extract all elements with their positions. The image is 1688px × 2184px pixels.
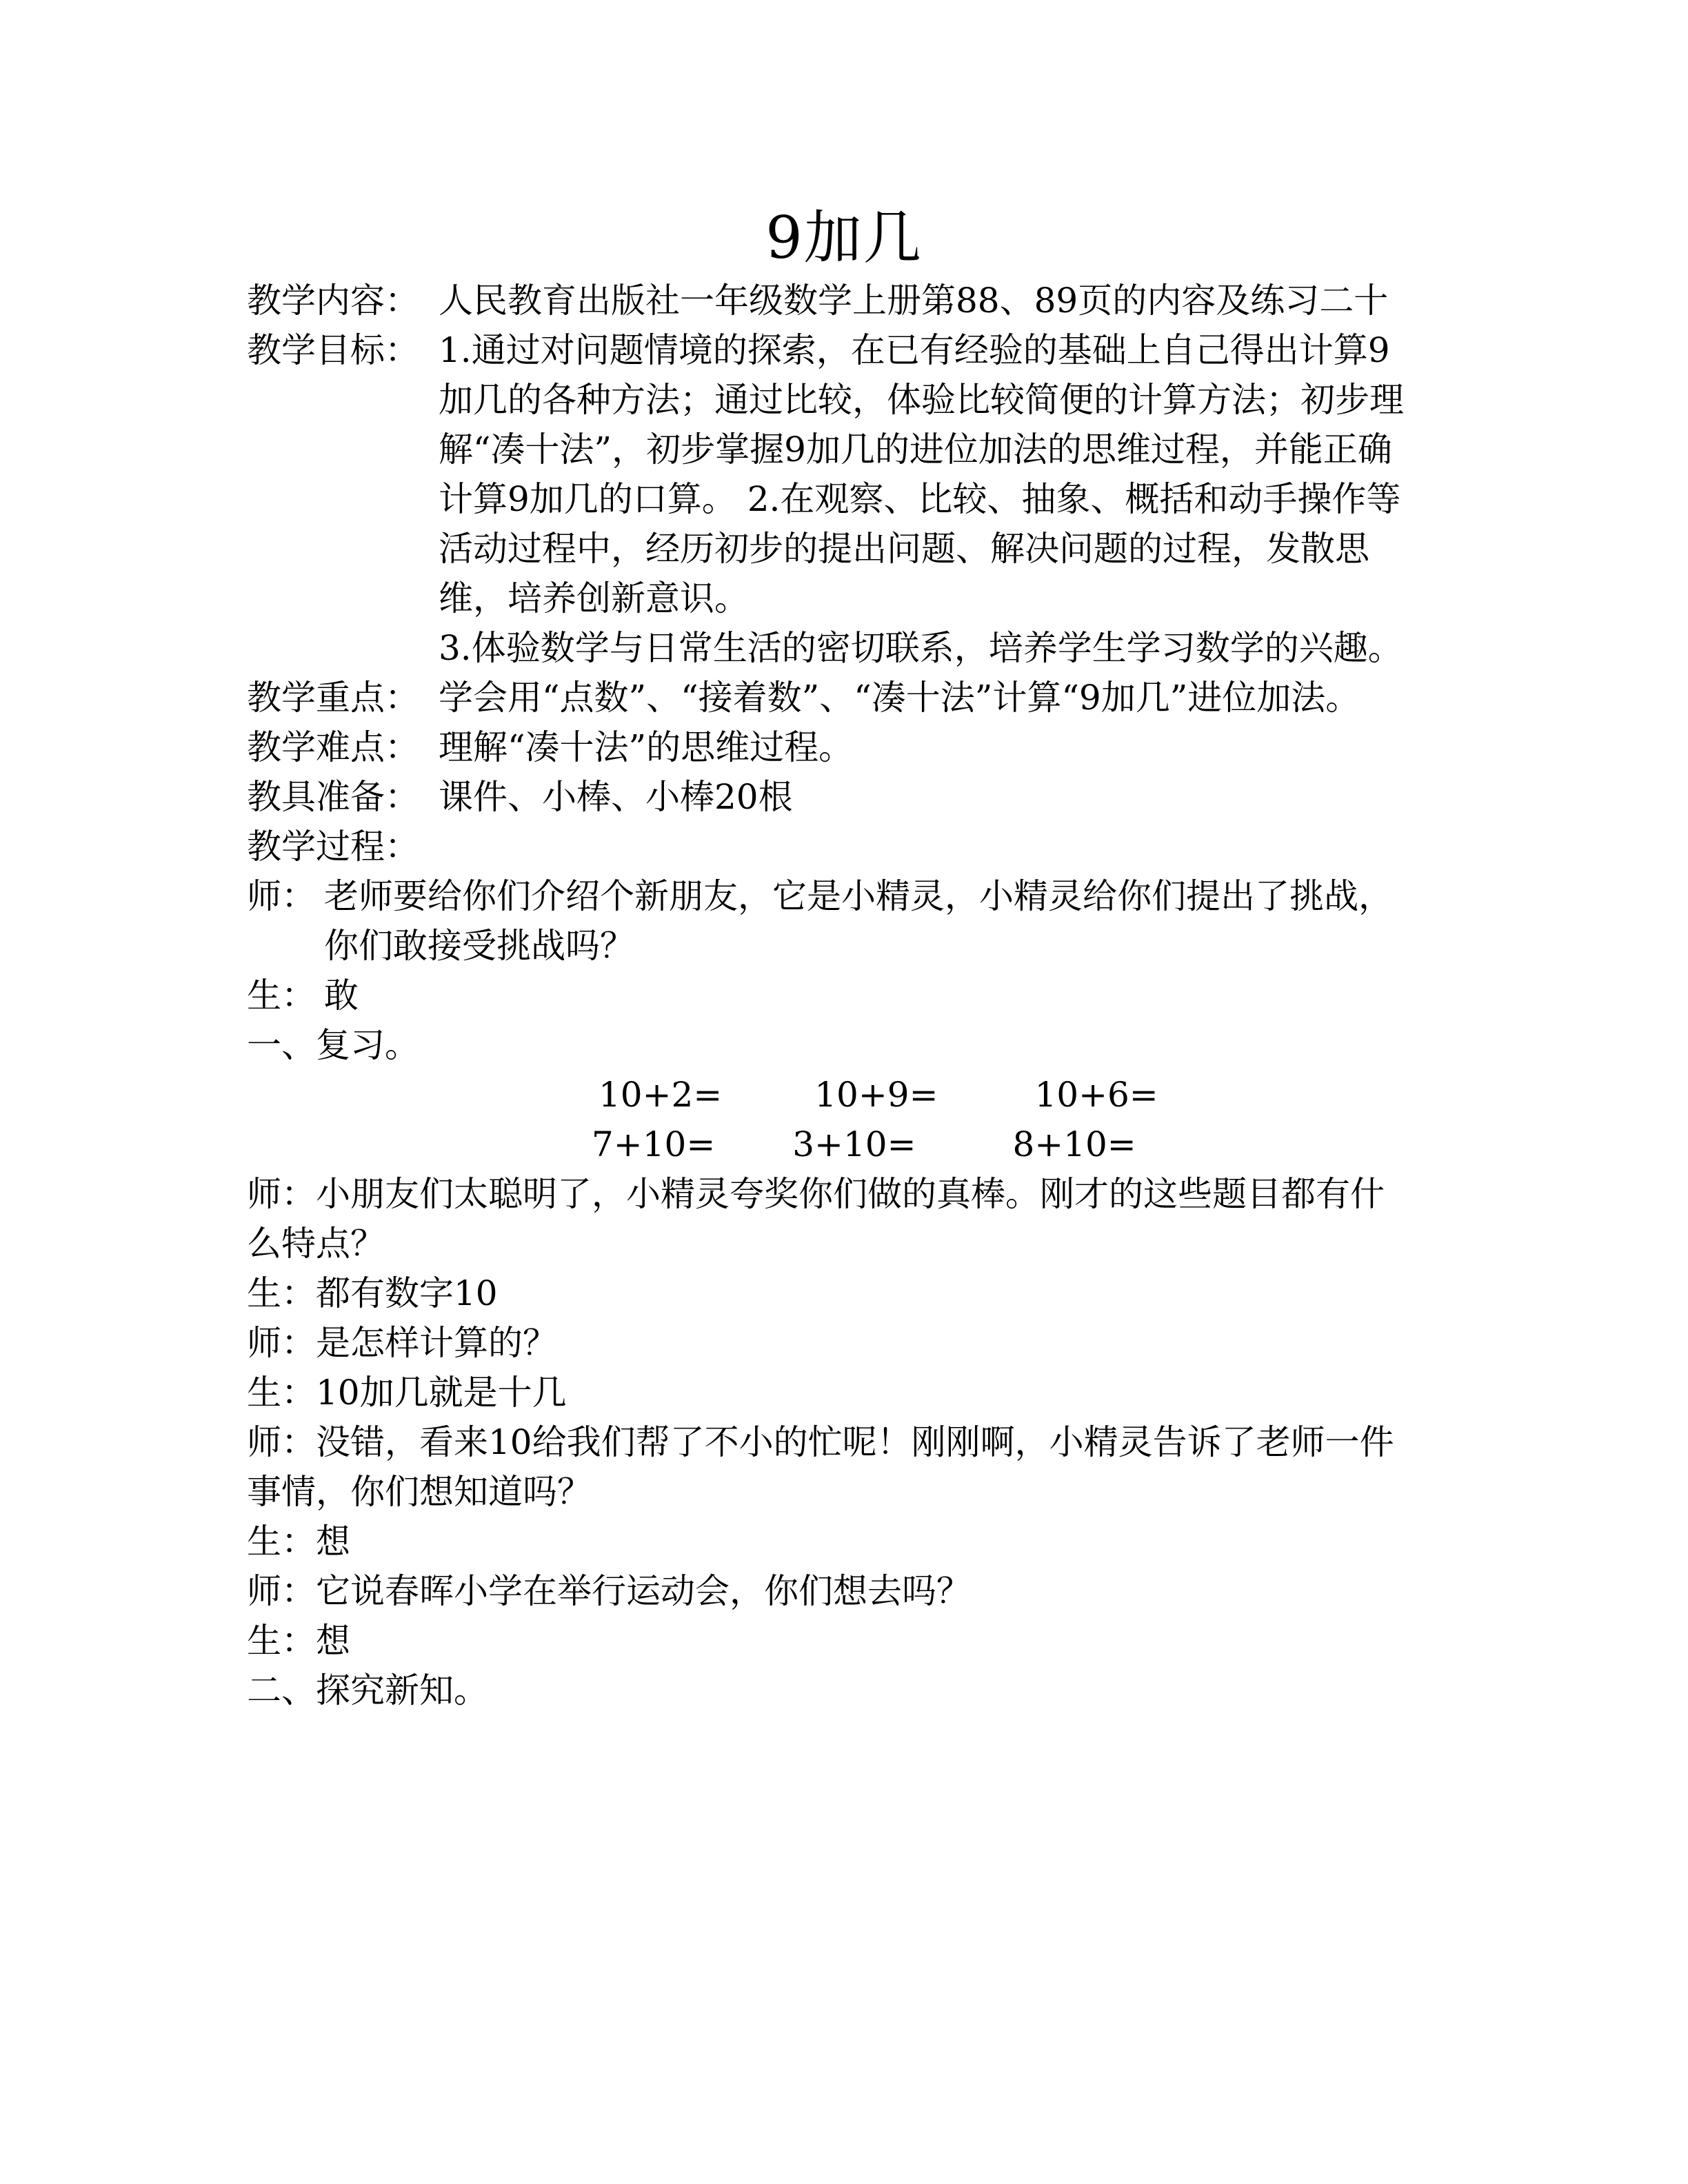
section-body [439,325,1404,673]
section-text: 理解“凑十法”的思维过程。 [439,727,854,767]
speaker-teacher: 师： [247,876,316,916]
section-difficulties [247,722,1419,772]
dialogue-line-full [247,1368,1405,1417]
document-title: 9加几 [765,204,923,272]
utterance: 小朋友们太聪明了，小精灵夸奖你们做的真棒。刚才的这些题目都有什么特点？ [247,1174,1385,1264]
dialogue-line [247,871,1419,971]
utterance: 都有数字10 [316,1273,498,1313]
utterance: 想 [316,1521,350,1561]
speaker-student: 生： [247,1521,316,1561]
equation: 10+2= [599,1075,723,1115]
review-heading: 一、复习。 [247,1025,419,1065]
goal-paragraph-2: 3.体验数学与日常生活的密切联系，培养学生学习数学的兴趣。 [439,628,1403,668]
review-equations [247,1070,1405,1169]
dialogue-line-full [247,1616,1405,1666]
section-text: 课件、小棒、小棒20根 [439,777,793,817]
speaker-teacher: 师： [247,1422,316,1462]
speaker-teacher: 师： [247,1571,316,1611]
utterance: 敢 [324,975,359,1015]
section-key-points [247,673,1419,722]
equation: 10+9= [814,1075,938,1115]
section-label: 教学难点： [247,727,419,767]
section-label: 教学目标： [247,330,419,370]
equation-row-1 [247,1070,1405,1120]
section-teaching-content [247,276,1419,325]
utterance: 10加几就是十几 [316,1373,567,1413]
dialogue-line-full [247,1318,1405,1368]
dialogue-line [247,971,1419,1020]
section-text: 人民教育出版社一年级数学上册第88、89页的内容及练习二十 [439,281,1389,321]
utterance: 是怎样计算的？ [316,1323,557,1363]
section-label: 教学重点： [247,678,419,718]
speaker-teacher: 师： [247,1174,316,1214]
section-label: 教具准备： [247,777,419,817]
goal-paragraph-1: 1.通过对问题情境的探索，在已有经验的基础上自己得出计算9加几的各种方法；通过比较，体验比较简便的计算方法；初步理解“凑十法”，初步掌握9加几的进位加法的思维过程，并能正确计算9加几的口算。 2.在观察、比较、抽象、概括和动手操作等活动过程中，经历初步的提出问题、解决问题的过程，发散思维，培养创新意识。 [439,330,1404,618]
speaker-student: 生： [247,1273,316,1313]
document-body [247,276,1419,1715]
utterance: 想 [316,1621,350,1661]
dialogue-line-full [247,1517,1405,1566]
speaker-student: 生： [247,975,316,1015]
speaker-student: 生： [247,1621,316,1661]
section-text: 学会用“点数”、“接着数”、“凑十法”计算“9加几”进位加法。 [439,678,1360,718]
section-label: 教学过程： [247,827,419,867]
utterance: 老师要给你们介绍个新朋友，它是小精灵，小精灵给你们提出了挑战，你们敢接受挑战吗？ [324,876,1393,966]
equation: 8+10= [1012,1124,1136,1164]
equation: 7+10= [592,1124,716,1164]
utterance: 它说春晖小学在举行运动会，你们想去吗？ [316,1571,971,1611]
dialogue-line-full [247,1566,1405,1616]
equation-row-2 [247,1120,1405,1169]
section-teaching-goals [247,325,1419,673]
section-process [247,822,1419,871]
dialogue-line-full [247,1169,1405,1268]
section-label: 教学内容： [247,281,419,321]
speaker-teacher: 师： [247,1323,316,1363]
equation: 10+6= [1034,1075,1158,1115]
dialogue-line-full [247,1417,1405,1517]
dialogue-line-full [247,1268,1405,1318]
speaker-student: 生： [247,1373,316,1413]
utterance: 没错，看来10给我们帮了不小的忙呢！刚刚啊，小精灵告诉了老师一件事情，你们想知道吗？ [247,1422,1394,1512]
explore-heading: 二、探究新知。 [247,1670,488,1710]
section-materials [247,772,1419,822]
equation: 3+10= [792,1124,916,1164]
